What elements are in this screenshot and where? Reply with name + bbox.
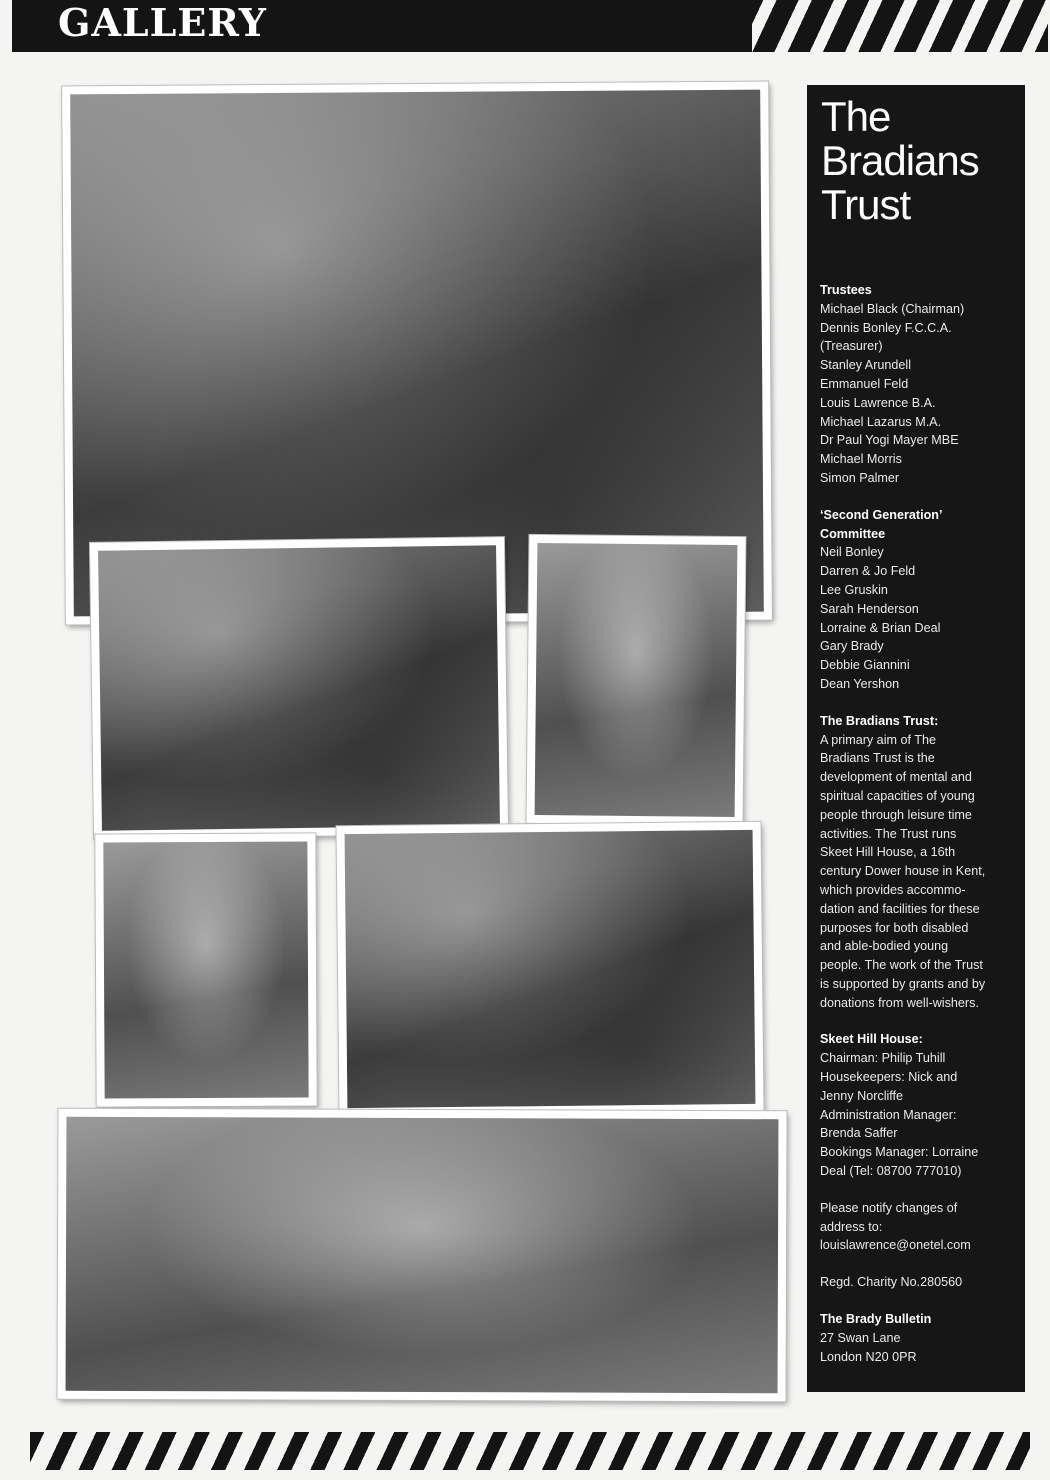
skeet-text-line: Brenda Saffer <box>820 1126 898 1141</box>
trustee: (Treasurer) <box>820 339 883 354</box>
panel-title-line: Trust <box>821 181 911 228</box>
trust-text-line: Skeet Hill House, a 16th <box>820 845 956 860</box>
skeet-text-line: Administration Manager: <box>820 1107 957 1122</box>
photo-garden-table-group <box>57 1109 786 1402</box>
trustee: Michael Black (Chairman) <box>820 301 965 316</box>
trust-text-line: Bradians Trust is the <box>820 751 935 766</box>
photo-man-seated-garden <box>526 535 745 825</box>
trust-heading: The Bradians Trust: <box>820 713 939 728</box>
header-stripes <box>728 0 1048 52</box>
trust-text-line: A primary aim of The <box>820 732 936 747</box>
trustee: Dennis Bonley F.C.C.A. <box>820 320 952 335</box>
committee-member: Lee Gruskin <box>820 582 888 597</box>
bulletin-address-line: 27 Swan Lane <box>820 1330 901 1345</box>
skeet-text-line: Deal (Tel: 08700 777010) <box>820 1164 962 1179</box>
header-stripes-edge <box>728 0 752 52</box>
trust-text-line: development of mental and <box>820 770 972 785</box>
trustee: Michael Lazarus M.A. <box>820 414 942 429</box>
trust-text-line: purposes for both disabled <box>820 920 969 935</box>
skeet-hill-heading: Skeet Hill House: <box>820 1032 923 1047</box>
committee-member: Dean Yershon <box>820 676 900 691</box>
trust-info-panel <box>807 85 1025 1392</box>
bulletin-heading: The Brady Bulletin <box>820 1312 932 1327</box>
trust-text-line: people. The work of the Trust <box>820 958 983 973</box>
bulletin-address-line: London N20 0PR <box>820 1349 917 1364</box>
contact-email: louislawrence@onetel.com <box>820 1238 971 1253</box>
trustee: Dr Paul Yogi Mayer MBE <box>820 433 959 448</box>
notify-text-line: Please notify changes of <box>820 1200 958 1215</box>
trust-text-line: century Dower house in Kent, <box>820 864 986 879</box>
notify-changes <box>820 1199 1020 1255</box>
photo-two-men-handshake <box>90 537 508 839</box>
trustees-heading: Trustees <box>820 283 872 297</box>
trust-description <box>820 731 1020 1013</box>
trustee: Simon Palmer <box>820 470 900 485</box>
trust-text-line: which provides accommo- <box>820 882 966 897</box>
trustee: Stanley Arundell <box>820 358 912 373</box>
committee-heading: ‘Second Generation’ <box>820 507 943 522</box>
trust-text-line: spiritual capacities of young <box>820 788 975 803</box>
committee-member: Sarah Henderson <box>820 601 919 616</box>
trustee: Louis Lawrence B.A. <box>820 395 936 410</box>
photo-three-friends <box>336 822 763 1116</box>
panel-title-line: The <box>821 93 891 140</box>
trustees-list <box>820 300 1020 488</box>
committee-list <box>820 543 1020 693</box>
trust-text-line: people through leisure time <box>820 807 972 822</box>
skeet-hill-details <box>820 1049 1020 1181</box>
section-title: GALLERY <box>58 0 267 45</box>
panel-body <box>820 281 1020 1366</box>
committee-member: Lorraine & Brian Deal <box>820 620 941 635</box>
trustee: Michael Morris <box>820 452 902 467</box>
skeet-text-line: Bookings Manager: Lorraine <box>820 1145 979 1160</box>
skeet-text-line: Chairman: Philip Tuhill <box>820 1051 946 1066</box>
trust-text-line: is supported by grants and by <box>820 976 986 991</box>
committee-member: Neil Bonley <box>820 545 884 560</box>
trust-text-line: donations from well-wishers. <box>820 995 979 1010</box>
committee-heading: Committee <box>820 526 886 541</box>
committee-member: Debbie Giannini <box>820 658 910 673</box>
skeet-text-line: Housekeepers: Nick and <box>820 1070 958 1085</box>
trust-text-line: dation and facilities for these <box>820 901 980 916</box>
committee-member: Darren & Jo Feld <box>820 564 916 579</box>
trust-text-line: activities. The Trust runs <box>820 826 957 841</box>
panel-title <box>821 95 1021 227</box>
skeet-text-line: Jenny Norcliffe <box>820 1088 904 1103</box>
notify-text-line: address to: <box>820 1219 883 1234</box>
footer-stripes <box>30 1432 1030 1470</box>
trustee: Emmanuel Feld <box>820 376 909 391</box>
photo-smiling-man <box>95 833 316 1106</box>
panel-title-line: Bradians <box>821 137 979 184</box>
charity-number: Regd. Charity No.280560 <box>820 1275 963 1290</box>
committee-member: Gary Brady <box>820 639 884 654</box>
trust-text-line: and able-bodied young <box>820 939 949 954</box>
